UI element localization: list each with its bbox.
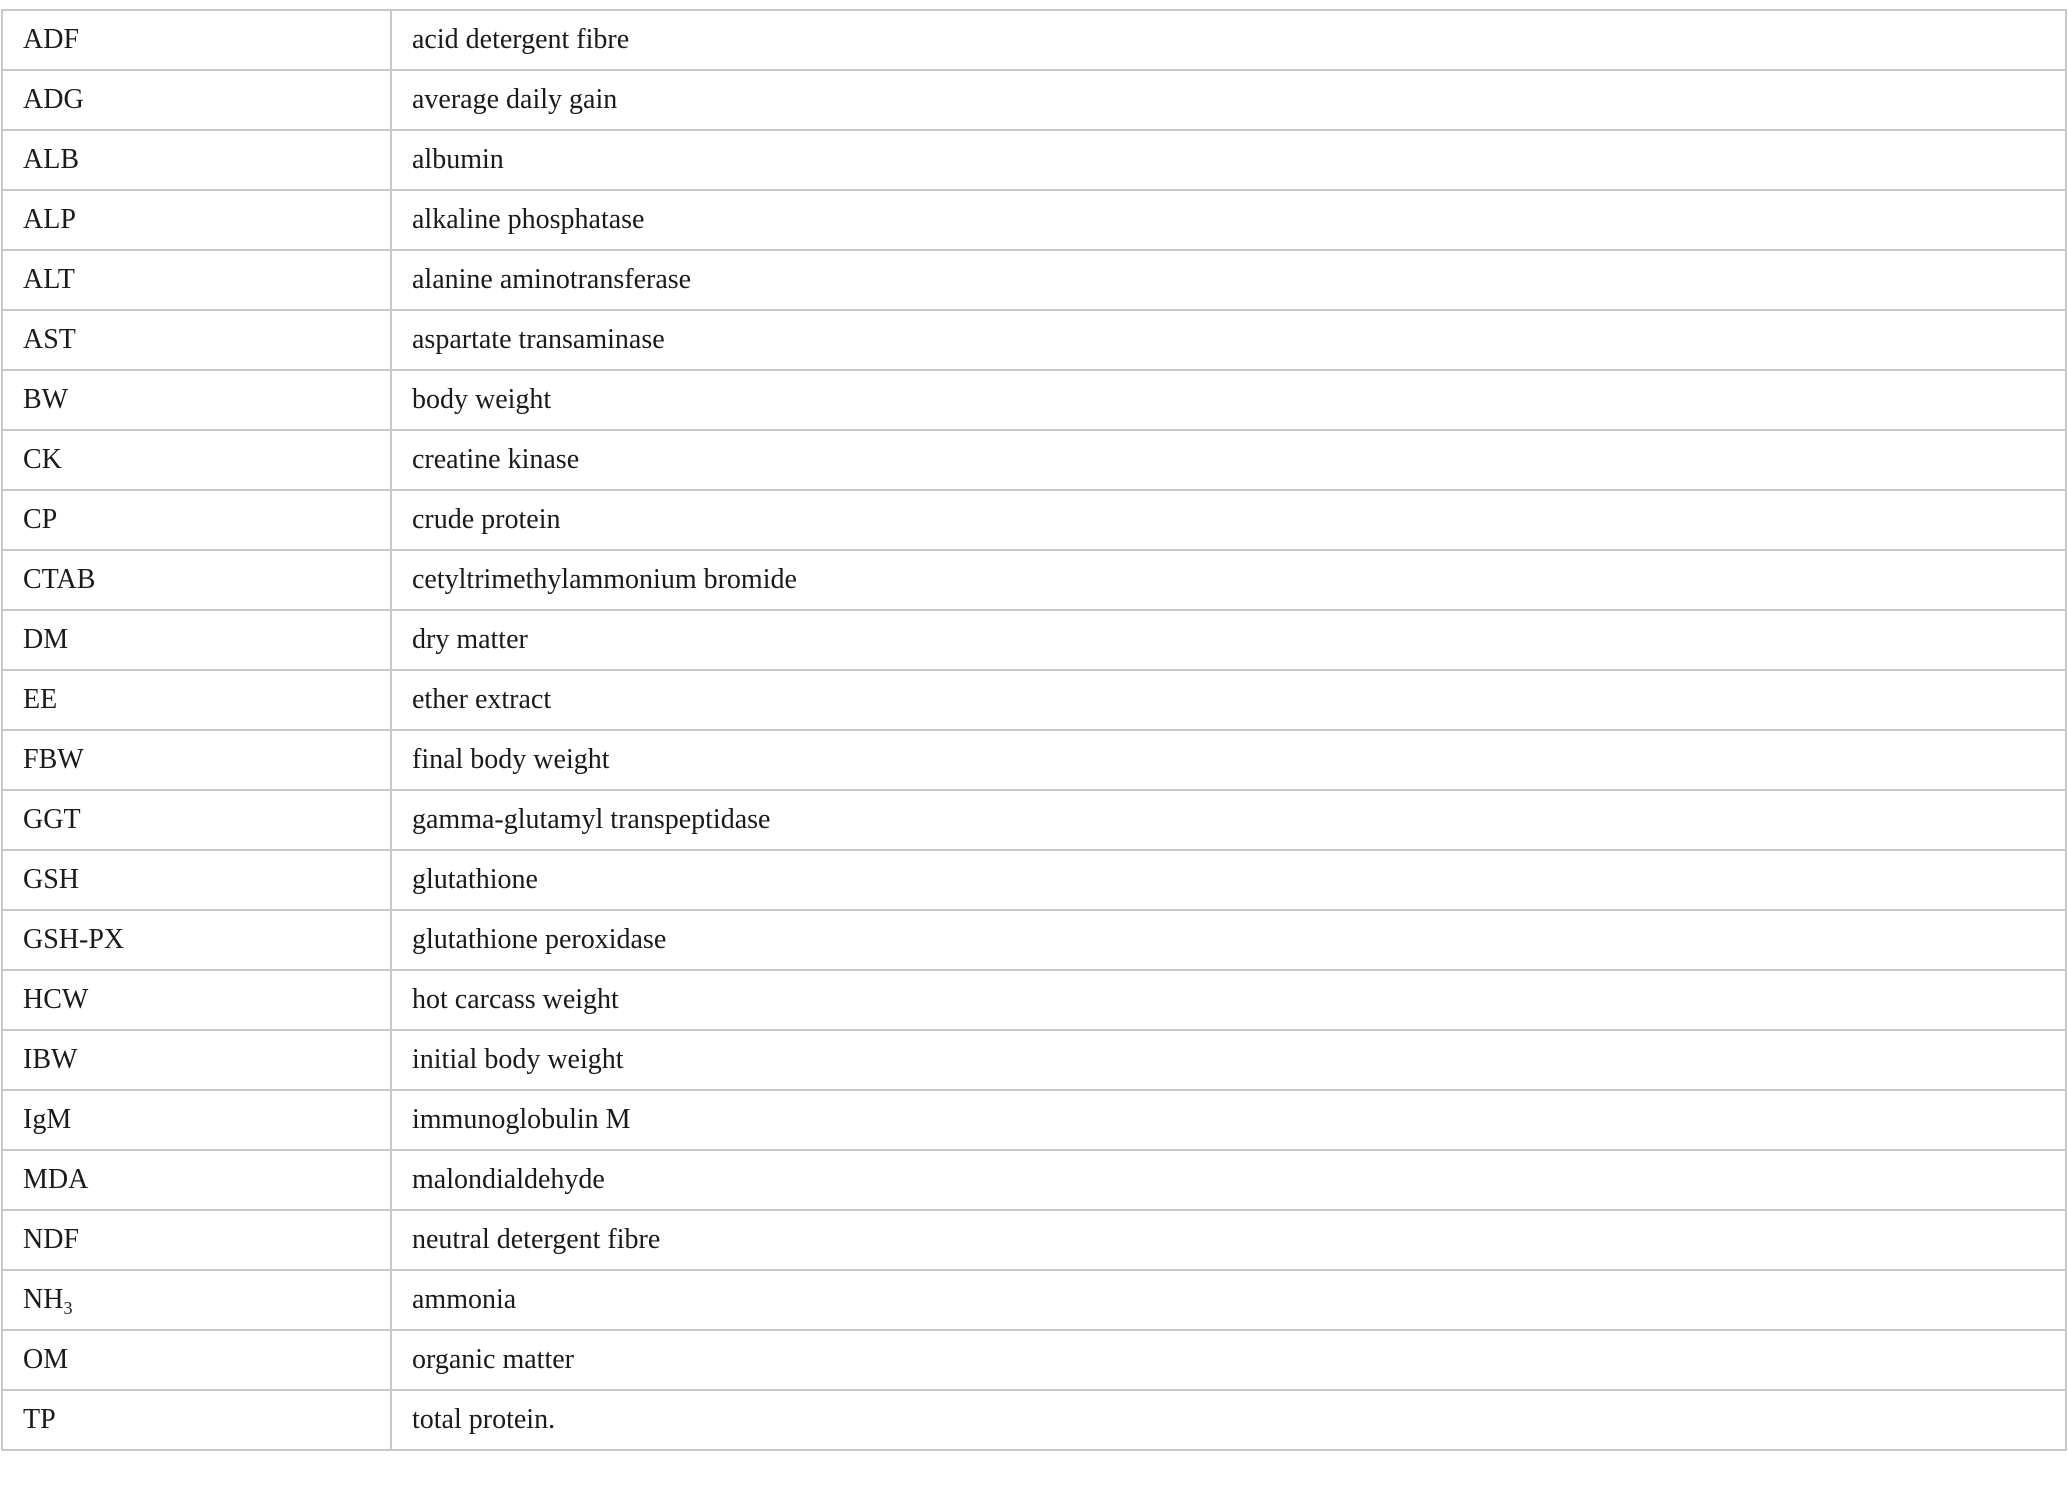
- table-row: [2, 670, 2066, 730]
- abbreviation-text: NDF: [23, 1224, 80, 1255]
- table-row: [2, 10, 2066, 70]
- definition-cell: [391, 250, 2066, 310]
- abbreviation-cell: [2, 970, 391, 1030]
- table-row: [2, 1030, 2066, 1090]
- table-row: [2, 1330, 2066, 1390]
- definition-text: organic matter: [412, 1344, 574, 1375]
- definition-text: final body weight: [412, 744, 610, 775]
- table-row: [2, 1270, 2066, 1330]
- definition-text: immunoglobulin M: [412, 1104, 631, 1135]
- abbreviation-text: BW: [23, 384, 69, 415]
- abbreviation-text: HCW: [23, 984, 89, 1015]
- abbreviation-cell: [2, 1390, 391, 1450]
- abbreviation-text: ALT: [23, 264, 75, 295]
- abbreviation-cell: [2, 1270, 391, 1330]
- definition-cell: [391, 10, 2066, 70]
- definition-text: glutathione peroxidase: [412, 924, 667, 955]
- abbreviation-text: ALB: [23, 144, 79, 175]
- definition-text: malondialdehyde: [412, 1164, 605, 1195]
- abbreviation-text: FBW: [23, 744, 84, 775]
- definition-text: neutral detergent fibre: [412, 1224, 661, 1255]
- definition-text: acid detergent fibre: [412, 24, 630, 55]
- abbreviation-text: ALP: [23, 204, 76, 235]
- definition-text: initial body weight: [412, 1044, 624, 1075]
- abbreviation-text: CP: [23, 504, 58, 535]
- definition-cell: [391, 130, 2066, 190]
- abbreviation-text: ADG: [23, 84, 84, 115]
- definition-cell: [391, 970, 2066, 1030]
- table-row: [2, 970, 2066, 1030]
- definition-cell: [391, 1030, 2066, 1090]
- abbreviation-cell: [2, 490, 391, 550]
- definition-cell: [391, 1330, 2066, 1390]
- abbreviations-table-body: [2, 10, 2066, 1450]
- table-row: [2, 70, 2066, 130]
- definition-text: average daily gain: [412, 84, 618, 115]
- abbreviation-cell: [2, 370, 391, 430]
- abbreviation-text: GSH: [23, 864, 80, 895]
- definition-cell: [391, 550, 2066, 610]
- definition-cell: [391, 310, 2066, 370]
- abbreviation-text: GSH-PX: [23, 924, 125, 955]
- abbreviation-text: IBW: [23, 1044, 78, 1075]
- table-row: [2, 850, 2066, 910]
- abbreviation-cell: [2, 430, 391, 490]
- definition-text: creatine kinase: [412, 444, 580, 475]
- abbreviation-cell: [2, 550, 391, 610]
- definition-text: dry matter: [412, 624, 528, 655]
- abbreviation-text: NH: [23, 1284, 64, 1315]
- table-row: [2, 130, 2066, 190]
- abbreviation-subscript: 3: [63, 1298, 73, 1318]
- abbreviation-text: OM: [23, 1344, 69, 1375]
- definition-text: gamma-glutamyl transpeptidase: [412, 804, 771, 835]
- definition-cell: [391, 730, 2066, 790]
- abbreviation-text: DM: [23, 624, 69, 655]
- definition-cell: [391, 370, 2066, 430]
- abbreviation-cell: [2, 1330, 391, 1390]
- abbreviation-cell: [2, 610, 391, 670]
- definition-cell: [391, 1270, 2066, 1330]
- abbreviation-text: AST: [23, 324, 76, 355]
- table-row: [2, 190, 2066, 250]
- table-row: [2, 250, 2066, 310]
- abbreviation-cell: [2, 70, 391, 130]
- definition-cell: [391, 1150, 2066, 1210]
- abbreviation-cell: [2, 1030, 391, 1090]
- table-row: [2, 610, 2066, 670]
- abbreviation-cell: [2, 670, 391, 730]
- table-row: [2, 310, 2066, 370]
- abbreviation-text: IgM: [23, 1104, 72, 1135]
- definition-text: total protein.: [412, 1404, 556, 1435]
- definition-cell: [391, 1210, 2066, 1270]
- definition-text: body weight: [412, 384, 552, 415]
- definition-cell: [391, 430, 2066, 490]
- abbreviation-text: GGT: [23, 804, 81, 835]
- table-row: [2, 1210, 2066, 1270]
- table-row: [2, 910, 2066, 970]
- abbreviation-cell: [2, 1090, 391, 1150]
- definition-cell: [391, 1390, 2066, 1450]
- definition-cell: [391, 610, 2066, 670]
- abbreviation-text: MDA: [23, 1164, 89, 1195]
- abbreviation-text: CK: [23, 444, 62, 475]
- abbreviation-cell: [2, 850, 391, 910]
- abbreviation-cell: [2, 310, 391, 370]
- abbreviation-cell: [2, 790, 391, 850]
- table-row: [2, 1390, 2066, 1450]
- definition-cell: [391, 70, 2066, 130]
- definition-text: ammonia: [412, 1284, 517, 1315]
- table-row: [2, 550, 2066, 610]
- abbreviation-cell: [2, 910, 391, 970]
- abbreviation-text: EE: [23, 684, 58, 715]
- table-row: [2, 370, 2066, 430]
- abbreviation-cell: [2, 130, 391, 190]
- definition-text: hot carcass weight: [412, 984, 619, 1015]
- abbreviation-text: TP: [23, 1404, 56, 1435]
- definition-cell: [391, 490, 2066, 550]
- table-row: [2, 730, 2066, 790]
- table-row: [2, 430, 2066, 490]
- table-row: [2, 1150, 2066, 1210]
- definition-text: alanine aminotransferase: [412, 264, 692, 295]
- definition-cell: [391, 790, 2066, 850]
- definition-text: albumin: [412, 144, 504, 175]
- definition-text: alkaline phosphatase: [412, 204, 645, 235]
- definition-cell: [391, 1090, 2066, 1150]
- abbreviation-cell: [2, 1150, 391, 1210]
- definition-text: ether extract: [412, 684, 552, 715]
- table-row: [2, 490, 2066, 550]
- abbreviation-text: CTAB: [23, 564, 96, 595]
- definition-cell: [391, 910, 2066, 970]
- abbreviation-cell: [2, 10, 391, 70]
- abbreviation-cell: [2, 190, 391, 250]
- definition-cell: [391, 850, 2066, 910]
- abbreviation-cell: [2, 250, 391, 310]
- table-row: [2, 790, 2066, 850]
- definition-cell: [391, 190, 2066, 250]
- abbreviation-cell: [2, 1210, 391, 1270]
- abbreviation-text: ADF: [23, 24, 80, 55]
- definition-text: cetyltrimethylammonium bromide: [412, 564, 797, 595]
- definition-text: crude protein: [412, 504, 561, 535]
- definition-cell: [391, 670, 2066, 730]
- definition-text: aspartate transaminase: [412, 324, 665, 355]
- definition-text: glutathione: [412, 864, 538, 895]
- table-row: [2, 1090, 2066, 1150]
- abbreviations-table: [1, 9, 2067, 1451]
- abbreviation-cell: [2, 730, 391, 790]
